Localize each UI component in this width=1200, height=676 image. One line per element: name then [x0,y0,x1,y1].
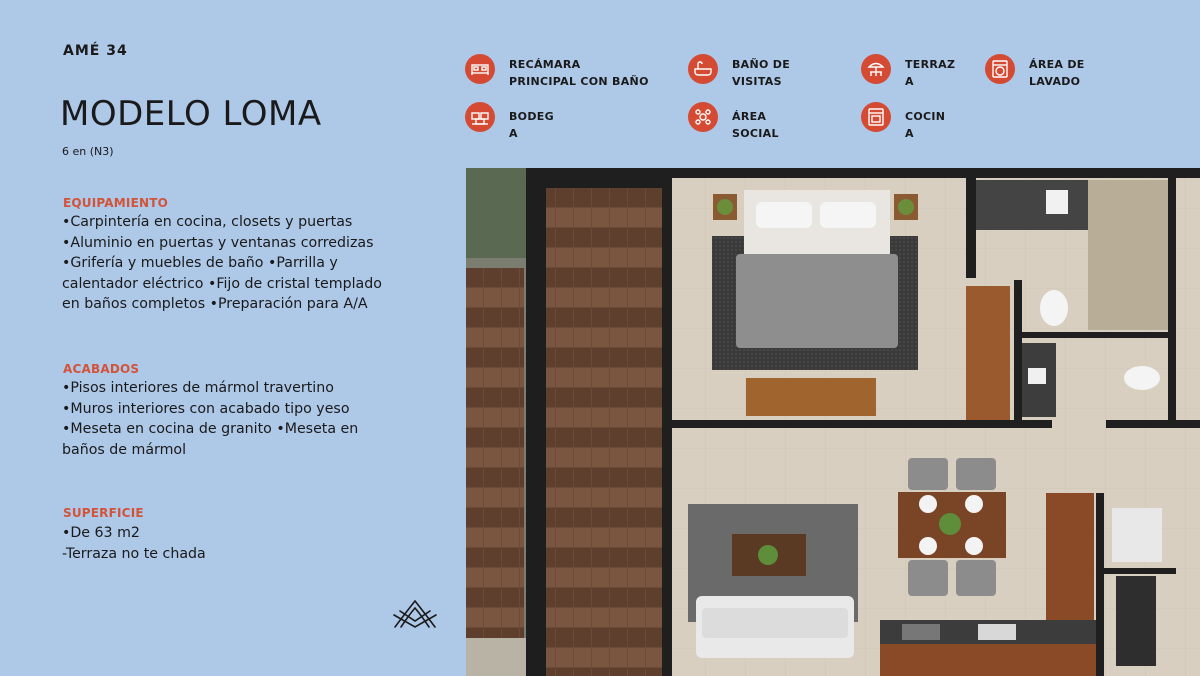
acabados-heading: ACABADOS [63,362,140,376]
legend-item-recamara [465,54,649,90]
superficie-line: -Terraza no te chada [62,545,206,562]
legend-label: TERRAZ A [905,58,956,88]
equipamiento-line: •Grifería y muebles de baño •Parrilla y [62,255,338,272]
legend-label: BAÑO DE VISITAS [732,58,791,88]
storage-icon [465,102,495,132]
stove-icon [861,102,891,132]
acabados-line: •Meseta en cocina de granito •Meseta en [62,421,359,438]
acabados-line: •Pisos interiores de mármol travertino [62,380,334,396]
equipamiento-line: en baños completos •Preparación para A/A [62,296,368,313]
washer-icon [985,54,1015,84]
equipamiento-list [62,212,402,315]
legend-label: COCIN A [905,110,946,140]
legend-item-bodega [465,102,554,142]
floor-plan-image [466,168,1200,676]
legend-label: RECÁMARA PRINCIPAL CON BAÑO [509,58,649,88]
legend-item-terraza [861,54,955,90]
legend-item-bano [688,54,790,90]
brand-logo-icon [392,597,438,631]
superficie-heading: SUPERFICIE [63,506,144,520]
legend-item-lavado [985,54,1085,90]
bed-icon [465,54,495,84]
acabados-line: •Muros interiores con acabado tipo yeso [62,400,350,417]
page-title: MODELO LOMA [60,94,322,134]
acabados-line: baños de mármol [62,441,187,458]
bathtub-icon [688,54,718,84]
brand-name: AMÉ 34 [63,43,128,59]
legend-label: ÁREA DE LAVADO [1029,58,1085,88]
superficie-list [62,523,402,564]
equipamiento-line: •Aluminio en puertas y ventanas corredizas [62,234,374,251]
page-subtitle: 6 en (N3) [62,145,114,158]
social-icon [688,102,718,132]
equipamiento-line: calentador eléctrico •Fijo de cristal templado [62,275,382,292]
equipamiento-line: •Carpintería en cocina, closets y puertas [62,214,353,230]
legend-label: ÁREA SOCIAL [732,110,779,140]
legend-item-cocina [861,102,945,142]
legend-item-social [688,102,779,142]
equipamiento-heading: EQUIPAMIENTO [63,196,169,210]
acabados-list [62,378,402,460]
superficie-line: •De 63 m2 [62,525,140,541]
legend-label: BODEG A [509,110,554,140]
terrace-icon [861,54,891,84]
